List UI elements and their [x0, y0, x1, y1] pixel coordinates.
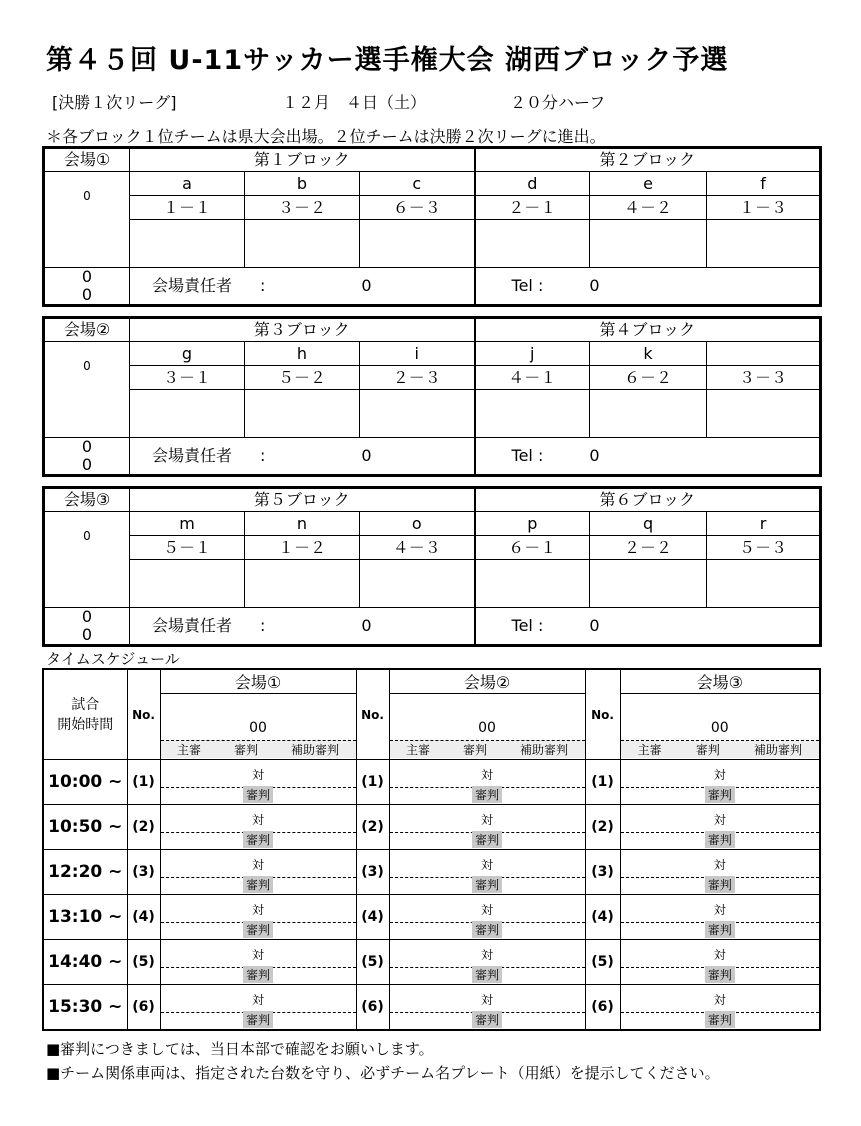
venue-side-value: 0: [81, 437, 93, 456]
team-label: p: [475, 512, 590, 536]
role-assistant: 補助審判: [290, 743, 339, 758]
block-name: 第４ブロック: [475, 318, 821, 342]
team-name-cell: [590, 390, 707, 438]
match-number: (4): [127, 895, 160, 940]
responsible-label: 会場責任者: [152, 616, 233, 635]
pair-code: ４－２: [590, 196, 707, 220]
vs-label: 対: [251, 948, 264, 962]
pair-code: ３－１: [130, 366, 245, 390]
vs-label: 対: [251, 903, 264, 917]
round-label: [決勝１次リーグ]: [52, 93, 177, 112]
venue-label: 会場③: [44, 488, 130, 512]
venue-side-value: 0: [81, 285, 93, 304]
match-number: (1): [585, 760, 620, 805]
match-slot: [621, 850, 820, 894]
team-name-cell: [245, 390, 360, 438]
match-slot: [390, 895, 585, 939]
pair-code: ５－３: [707, 536, 821, 560]
responsible-label: 会場責任者: [152, 276, 233, 295]
role-chief: 主審: [637, 743, 662, 758]
team-label: b: [245, 172, 360, 196]
team-name-cell: [360, 390, 475, 438]
team-label: m: [130, 512, 245, 536]
match-start-time: 13:10 ~: [43, 895, 127, 940]
schedule-label: タイムスケジュール: [46, 650, 180, 668]
team-name-cell: [590, 220, 707, 268]
venue-side-value: 0: [44, 512, 130, 560]
vs-label: 対: [480, 813, 493, 827]
start-time-header: [43, 669, 127, 760]
tel-label: Tel :: [511, 616, 544, 635]
no-header: No.: [356, 669, 389, 760]
team-name-cell: [475, 560, 590, 608]
schedule-venue-name: 会場①: [160, 669, 356, 694]
match-number: (5): [585, 940, 620, 985]
referee-label: 審判: [472, 966, 502, 983]
match-slot: [390, 850, 585, 894]
vs-label: 対: [251, 813, 264, 827]
pair-code: ４－３: [360, 536, 475, 560]
tel-value: 0: [589, 446, 600, 465]
vs-label: 対: [480, 768, 493, 782]
venue-side-value: 0: [81, 607, 93, 626]
referee-label: 審判: [472, 921, 502, 938]
match-slot: [621, 985, 820, 1029]
pair-code: ５－２: [245, 366, 360, 390]
match-number: (4): [585, 895, 620, 940]
pair-code: ３－３: [707, 366, 821, 390]
match-start-time: 10:50 ~: [43, 805, 127, 850]
vs-label: 対: [251, 768, 264, 782]
tel-value: 0: [589, 616, 600, 635]
match-slot: [621, 895, 820, 939]
pair-code: ６－１: [475, 536, 590, 560]
start-time-header-text: 試合 開始時間: [57, 696, 114, 733]
referee-label: 審判: [705, 786, 735, 803]
role-headers: [390, 740, 585, 758]
responsible-label: 会場責任者: [152, 446, 233, 465]
colon: :: [260, 446, 266, 465]
pair-code: ６－２: [590, 366, 707, 390]
team-label: q: [590, 512, 707, 536]
responsible-value: 0: [361, 616, 372, 635]
team-label: o: [360, 512, 475, 536]
venue-side-value: 0: [81, 267, 93, 286]
team-label: f: [707, 172, 821, 196]
team-name-cell: [475, 390, 590, 438]
format-label: ２０分ハーフ: [510, 93, 606, 112]
pair-code: ２－１: [475, 196, 590, 220]
team-name-cell: [360, 220, 475, 268]
team-label: n: [245, 512, 360, 536]
pair-code: １－３: [707, 196, 821, 220]
match-number: (2): [356, 805, 389, 850]
match-number: (6): [127, 985, 160, 1031]
referee-label: 審判: [705, 921, 735, 938]
referee-label: 審判: [705, 831, 735, 848]
venue-side-value: 0: [44, 172, 130, 220]
venue-side-value: 0: [44, 342, 130, 390]
footnote-vehicles: ■チーム関係車両は、指定された台数を守り、必ずチーム名プレート（用紙）を提示してください。: [46, 1064, 720, 1082]
team-name-cell: [130, 390, 245, 438]
team-label: c: [360, 172, 475, 196]
vs-label: 対: [480, 948, 493, 962]
team-label: d: [475, 172, 590, 196]
vs-label: 対: [713, 858, 726, 872]
match-slot: [390, 940, 585, 984]
role-assistant: 補助審判: [519, 743, 568, 758]
venue-table-1: [42, 146, 822, 307]
schedule-venue-value: 00: [160, 694, 356, 740]
match-slot: [161, 895, 356, 939]
match-number: (1): [127, 760, 160, 805]
venue-table-3: [42, 486, 822, 647]
role-chief: 主審: [176, 743, 201, 758]
pair-code: ６－３: [360, 196, 475, 220]
referee-label: 審判: [472, 786, 502, 803]
colon: :: [260, 276, 266, 295]
team-name-cell: [707, 220, 821, 268]
vs-label: 対: [251, 858, 264, 872]
team-label: j: [475, 342, 590, 366]
match-number: (6): [585, 985, 620, 1031]
team-label: e: [590, 172, 707, 196]
match-slot: [161, 985, 356, 1029]
colon: :: [260, 616, 266, 635]
referee-label: 審判: [243, 921, 273, 938]
match-start-time: 10:00 ~: [43, 760, 127, 805]
footnote-referee: ■審判につきましては、当日本部で確認をお願いします。: [46, 1040, 434, 1058]
vs-label: 対: [251, 993, 264, 1007]
role-referee: 審判: [695, 743, 720, 758]
referee-label: 審判: [705, 966, 735, 983]
team-name-cell: [475, 220, 590, 268]
vs-label: 対: [480, 858, 493, 872]
block-name: 第３ブロック: [130, 318, 475, 342]
match-number: (2): [127, 805, 160, 850]
vs-label: 対: [713, 948, 726, 962]
referee-label: 審判: [243, 876, 273, 893]
responsible-value: 0: [361, 446, 372, 465]
team-name-cell: [707, 390, 821, 438]
match-slot: [621, 805, 820, 849]
referee-label: 審判: [472, 1011, 502, 1028]
match-start-time: 12:20 ~: [43, 850, 127, 895]
referee-label: 審判: [472, 876, 502, 893]
team-label: [707, 342, 821, 366]
match-number: (4): [356, 895, 389, 940]
venue-side-value: 0: [81, 455, 93, 474]
date-label: １２月 ４日（土）: [282, 93, 427, 112]
vs-label: 対: [713, 903, 726, 917]
match-number: (3): [356, 850, 389, 895]
pair-code: ４－１: [475, 366, 590, 390]
match-slot: [161, 940, 356, 984]
responsible-value: 0: [361, 276, 372, 295]
match-number: (5): [356, 940, 389, 985]
team-name-cell: [130, 220, 245, 268]
match-slot: [390, 985, 585, 1029]
team-label: a: [130, 172, 245, 196]
match-number: (3): [127, 850, 160, 895]
venue-side-value: 0: [81, 625, 93, 644]
tel-value: 0: [589, 276, 600, 295]
match-number: (3): [585, 850, 620, 895]
team-name-cell: [245, 560, 360, 608]
vs-label: 対: [713, 768, 726, 782]
team-name-cell: [707, 560, 821, 608]
match-number: (6): [356, 985, 389, 1031]
match-number: (2): [585, 805, 620, 850]
venue-table-2: [42, 316, 822, 477]
vs-label: 対: [480, 993, 493, 1007]
match-slot: [161, 805, 356, 849]
tel-label: Tel :: [511, 446, 544, 465]
vs-label: 対: [713, 813, 726, 827]
page-title: 第４５回 U-11サッカー選手権大会 湖西ブロック予選: [46, 45, 729, 76]
role-referee: 審判: [233, 743, 258, 758]
referee-label: 審判: [705, 1011, 735, 1028]
team-name-cell: [245, 220, 360, 268]
referee-label: 審判: [243, 1011, 273, 1028]
team-label: g: [130, 342, 245, 366]
match-slot: [161, 850, 356, 894]
block-name: 第６ブロック: [475, 488, 821, 512]
qualification-note: ＊各ブロック１位チームは県大会出場。２位チームは決勝２次リーグに進出。: [46, 127, 606, 146]
match-slot: [621, 940, 820, 984]
vs-label: 対: [713, 993, 726, 1007]
match-slot: [390, 760, 585, 804]
venue-label: 会場①: [44, 148, 130, 172]
pair-code: ２－３: [360, 366, 475, 390]
match-number: (5): [127, 940, 160, 985]
referee-label: 審判: [243, 831, 273, 848]
time-schedule-table: [42, 668, 821, 1031]
tel-label: Tel :: [511, 276, 544, 295]
pair-code: ５－１: [130, 536, 245, 560]
role-assistant: 補助審判: [753, 743, 802, 758]
match-slot: [390, 805, 585, 849]
schedule-venue-name: 会場②: [389, 669, 585, 694]
no-header: No.: [585, 669, 620, 760]
schedule-venue-value: 00: [620, 694, 820, 740]
match-start-time: 14:40 ~: [43, 940, 127, 985]
block-name: 第１ブロック: [130, 148, 475, 172]
referee-label: 審判: [243, 786, 273, 803]
match-slot: [621, 760, 820, 804]
referee-label: 審判: [472, 831, 502, 848]
block-name: 第５ブロック: [130, 488, 475, 512]
role-headers: [161, 740, 356, 758]
pair-code: １－１: [130, 196, 245, 220]
no-header: No.: [127, 669, 160, 760]
team-name-cell: [130, 560, 245, 608]
pair-code: １－２: [245, 536, 360, 560]
match-start-time: 15:30 ~: [43, 985, 127, 1031]
venue-label: 会場②: [44, 318, 130, 342]
schedule-venue-value: 00: [389, 694, 585, 740]
team-label: h: [245, 342, 360, 366]
pair-code: ３－２: [245, 196, 360, 220]
referee-label: 審判: [705, 876, 735, 893]
referee-label: 審判: [243, 966, 273, 983]
role-referee: 審判: [462, 743, 487, 758]
role-chief: 主審: [405, 743, 430, 758]
role-headers: [621, 740, 820, 758]
match-slot: [161, 760, 356, 804]
pair-code: ２－２: [590, 536, 707, 560]
team-name-cell: [360, 560, 475, 608]
team-label: k: [590, 342, 707, 366]
team-label: i: [360, 342, 475, 366]
team-name-cell: [590, 560, 707, 608]
schedule-venue-name: 会場③: [620, 669, 820, 694]
team-label: r: [707, 512, 821, 536]
block-name: 第２ブロック: [475, 148, 821, 172]
match-number: (1): [356, 760, 389, 805]
vs-label: 対: [480, 903, 493, 917]
